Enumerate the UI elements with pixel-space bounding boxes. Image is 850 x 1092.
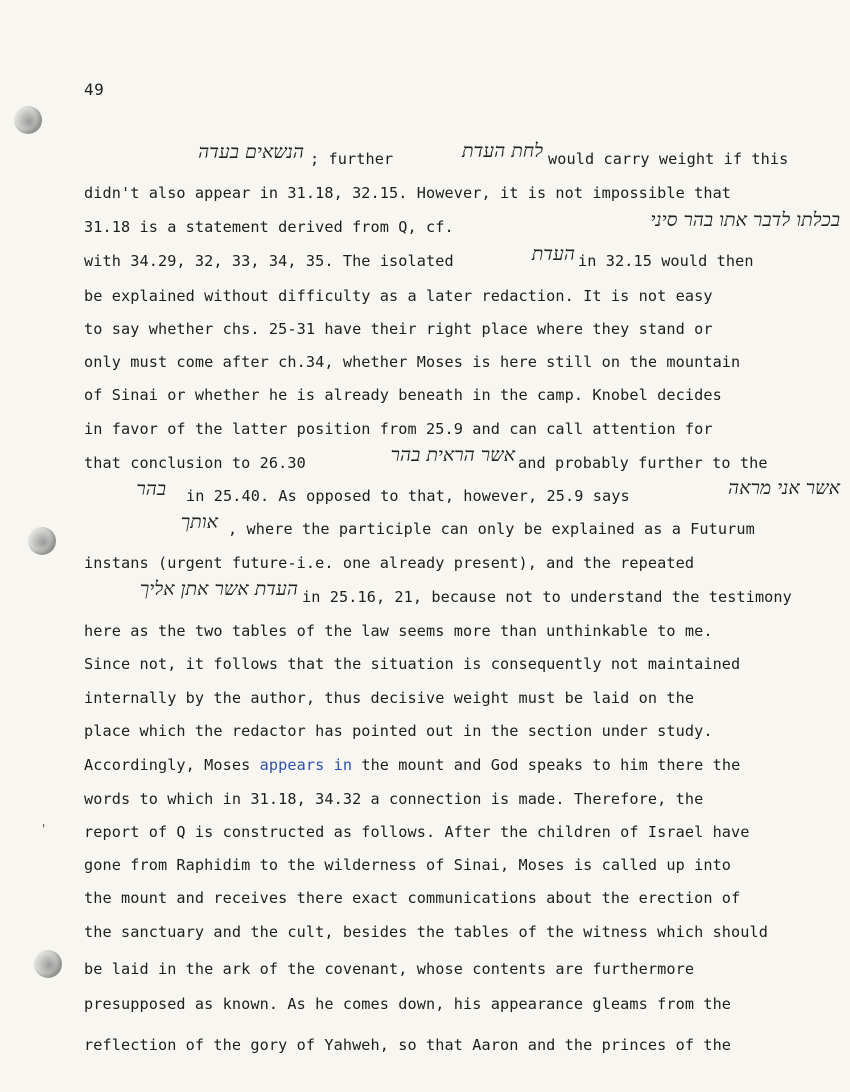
text-line: internally by the author, thus decisive weight must be laid on the <box>84 689 695 707</box>
text-line: to say whether chs. 25-31 have their right place where they stand or <box>84 320 713 338</box>
punch-hole-bottom <box>34 950 62 978</box>
hebrew-handwriting: אשר הראית בהר <box>390 444 515 466</box>
text-line: in favor of the latter position from 25.9 and can call attention for <box>84 420 713 438</box>
text-line: didn't also appear in 31.18, 32.15. However, it is not impossible that <box>84 184 732 202</box>
hebrew-handwriting: בכלתו לדבר אתו בהר סיני <box>650 209 840 231</box>
text-line: gone from Raphidim to the wilderness of Sinai, Moses is called up into <box>84 856 732 874</box>
punch-hole-middle <box>28 527 56 555</box>
text-line: be laid in the ark of the covenant, whose contents are furthermore <box>84 960 695 978</box>
text-line: here as the two tables of the law seems more than unthinkable to me. <box>84 622 713 640</box>
text-segment: the mount and God speaks to him there the <box>352 756 741 774</box>
hebrew-handwriting: בהר <box>136 478 166 500</box>
text-line: in 25.40. As opposed to that, however, 25.9 says <box>186 487 630 505</box>
text-line: ; further <box>310 150 394 168</box>
text-line: the mount and receives there exact communications about the erection of <box>84 889 741 907</box>
text-line: , where the participle can only be explained as a Futurum <box>228 520 755 538</box>
text-segment: Accordingly, Moses <box>84 756 260 774</box>
text-line <box>84 756 740 774</box>
text-line: of Sinai or whether he is already beneath in the camp. Knobel decides <box>84 386 722 404</box>
hebrew-handwriting: אותך <box>180 511 218 533</box>
hebrew-handwriting: הנשאים בעדה <box>198 141 304 163</box>
text-line: Since not, it follows that the situation is consequently not maintained <box>84 655 741 673</box>
text-line: only must come after ch.34, whether Moses is here still on the mountain <box>84 353 741 371</box>
text-line: and probably further to the <box>518 454 768 472</box>
text-line: in 32.15 would then <box>578 252 754 270</box>
hebrew-handwriting: אשר אני מראה <box>728 477 840 499</box>
text-line: 31.18 is a statement derived from Q, cf. <box>84 218 454 236</box>
text-line: presupposed as known. As he comes down, his appearance gleams from the <box>84 995 732 1013</box>
hebrew-handwriting: לחת העדת <box>461 140 543 162</box>
page-number: 49 <box>84 80 105 99</box>
margin-mark: ' <box>40 822 48 836</box>
text-line: instans (urgent future-i.e. one already present), and the repeated <box>84 554 695 572</box>
hebrew-handwriting: העדת <box>531 243 575 265</box>
text-line: be explained without difficulty as a later redaction. It is not easy <box>84 287 713 305</box>
ink-correction: appears in <box>259 756 353 774</box>
text-line: words to which in 31.18, 34.32 a connection is made. Therefore, the <box>84 790 704 808</box>
text-line: report of Q is constructed as follows. After the children of Israel have <box>84 823 750 841</box>
text-line: with 34.29, 32, 33, 34, 35. The isolated <box>84 252 454 270</box>
hebrew-handwriting: העדת אשר אתן אליך <box>139 578 298 600</box>
text-line: the sanctuary and the cult, besides the tables of the witness which should <box>84 923 769 941</box>
text-line: in 25.16, 21, because not to understand the testimony <box>302 588 792 606</box>
text-line: place which the redactor has pointed out in the section under study. <box>84 722 713 740</box>
text-line: would carry weight if this <box>548 150 789 168</box>
punch-hole-top <box>14 106 42 134</box>
text-line: reflection of the gory of Yahweh, so that Aaron and the princes of the <box>84 1036 732 1054</box>
text-line: that conclusion to 26.30 <box>84 454 306 472</box>
